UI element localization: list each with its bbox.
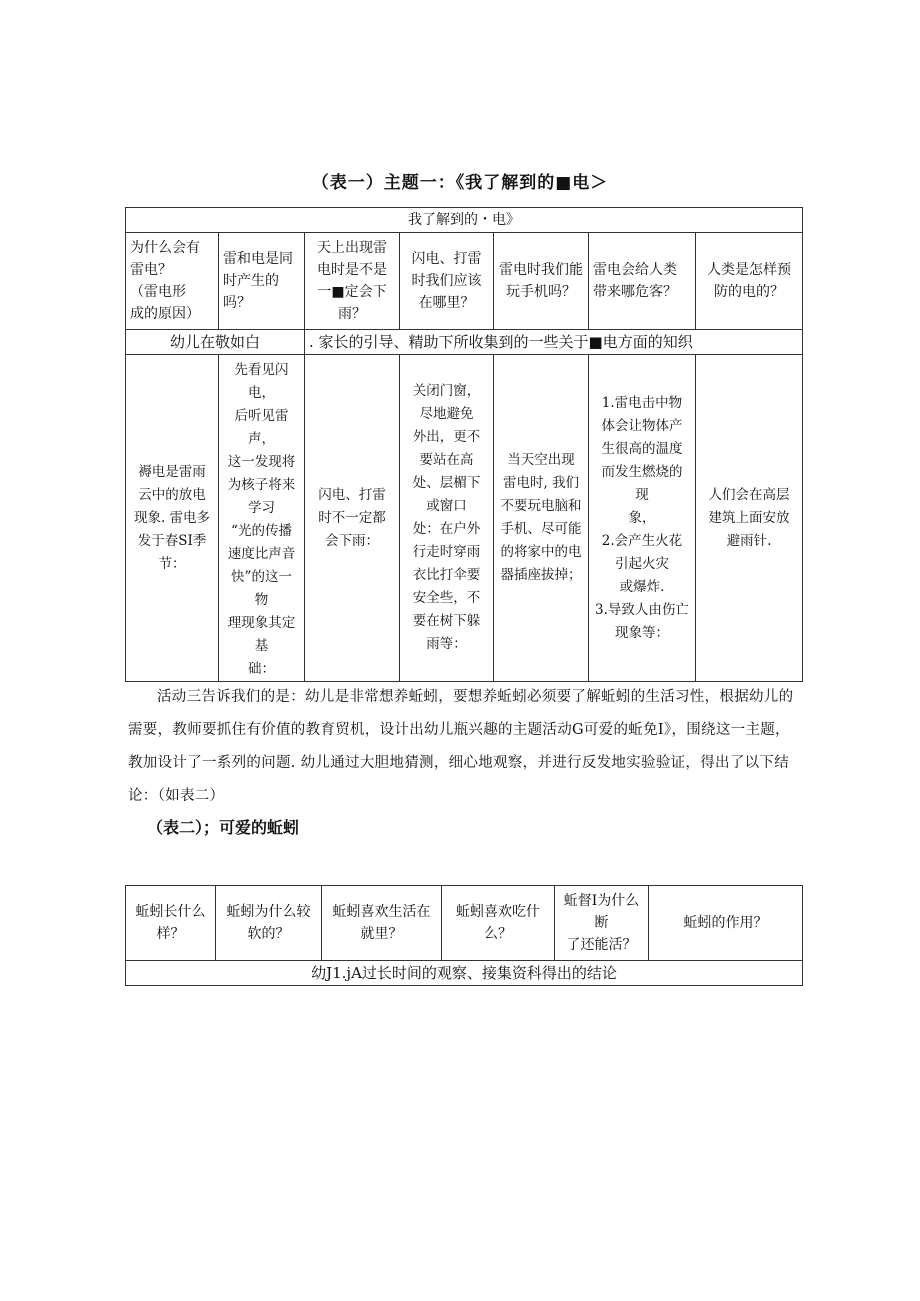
question-cell bbox=[126, 886, 216, 961]
question-cell bbox=[400, 233, 494, 330]
cell-text-line: 现象. 雷电多 bbox=[133, 509, 211, 526]
answer-cell bbox=[696, 355, 803, 682]
table2-footer: 幼J1.jA过长时间的观察、接集资科得出的结论 bbox=[126, 961, 803, 986]
cell-text-line: 学习 bbox=[248, 500, 275, 516]
cell-text-line: 时不一定都 bbox=[318, 509, 386, 526]
cell-text-line: 快”的这一 bbox=[231, 569, 292, 585]
cell-text-line: 2.会产生火花 bbox=[601, 532, 683, 549]
cell-text-line: 蚯督I为什么断 bbox=[563, 893, 640, 931]
table1-header: 我了解到的・电》 bbox=[126, 208, 803, 233]
cell-text-line: 成的原因） bbox=[130, 306, 200, 322]
cell-text-line: 衣比打伞要 bbox=[412, 567, 481, 583]
cell-text-line: 玩手机吗？ bbox=[506, 284, 576, 300]
cell-text-line: 蚯蚓喜欢吃什 bbox=[456, 904, 540, 920]
cell-text-line: 雨？ bbox=[338, 306, 366, 322]
cell-text-line: 时我们应该 bbox=[411, 273, 482, 289]
cell-text-line: 建筑上面安放 bbox=[708, 509, 790, 526]
question-cell bbox=[649, 886, 803, 961]
table2-questions-row bbox=[126, 886, 803, 961]
cell-text-line: 尽地避免 bbox=[419, 406, 474, 422]
cell-text-line: 闪电、打雷 bbox=[318, 486, 386, 503]
cell-text-line: 速度比声音 bbox=[227, 546, 296, 562]
question-cell bbox=[589, 233, 696, 330]
cell-text-line: 天上出现雷 bbox=[317, 240, 387, 256]
cell-text-line: 安全些，不 bbox=[412, 590, 481, 606]
cell-text-line: 手机、尽可能 bbox=[500, 521, 582, 537]
cell-text-line: 会下雨： bbox=[325, 532, 379, 549]
table-earthworm bbox=[125, 885, 803, 986]
cell-text-line: 带来哪危客？ bbox=[593, 284, 677, 300]
table1-answers-row bbox=[126, 355, 803, 682]
cell-text-line: 处、层楣下 bbox=[412, 475, 481, 491]
cell-text-line: 不要玩电脑和 bbox=[500, 498, 582, 514]
subheader-left: 幼儿在敬如白 bbox=[126, 330, 305, 355]
cell-text-line: 为什么会有 bbox=[130, 240, 200, 256]
answer-cell bbox=[589, 355, 696, 682]
table2-footer-row bbox=[126, 961, 803, 986]
table1-subheader-row bbox=[126, 330, 803, 355]
question-cell bbox=[696, 233, 803, 330]
question-cell bbox=[305, 233, 400, 330]
answer-cell bbox=[494, 355, 589, 682]
cell-text-line: 样？ bbox=[156, 926, 185, 942]
cell-text-line: 现 bbox=[635, 486, 649, 503]
question-cell bbox=[216, 886, 322, 961]
cell-text-line: 雷和电是同 bbox=[223, 251, 293, 267]
table1-questions-row bbox=[126, 233, 803, 330]
cell-text-line: 为核子将来 bbox=[227, 477, 296, 493]
answer-cell bbox=[219, 355, 305, 682]
cell-text-line: 吗？ bbox=[223, 295, 251, 311]
cell-text-line: 就里？ bbox=[360, 926, 403, 942]
cell-text-line: 雷电时我们能 bbox=[499, 262, 583, 278]
answer-cell bbox=[400, 355, 494, 682]
cell-text-line: 1.雷电击中物 bbox=[601, 394, 683, 411]
table-thunder-lightning bbox=[125, 207, 803, 682]
cell-text-line: 蚯蚓的作用？ bbox=[683, 915, 768, 931]
cell-text-line: 或窗口 bbox=[426, 498, 467, 514]
cell-text-line: 象， bbox=[628, 509, 656, 526]
question-cell bbox=[126, 233, 219, 330]
cell-text-line: 人类是怎样预 bbox=[707, 262, 791, 278]
cell-text-line: 现象等： bbox=[615, 624, 669, 641]
cell-text-line: 节： bbox=[158, 555, 186, 572]
cell-text-line: 3.导致人由伤亡 bbox=[595, 601, 689, 618]
cell-text-line: （雷电形 bbox=[130, 284, 186, 300]
cell-text-line: 基 bbox=[254, 638, 269, 654]
cell-text-line: 关闭门窗， bbox=[412, 383, 481, 399]
cell-text-line: 理现象其定 bbox=[227, 615, 296, 631]
cell-text-line: 引起火灾 bbox=[615, 555, 669, 572]
cell-text-line: 发于春SI季 bbox=[137, 532, 207, 549]
cell-text-line: 要在树下躲 bbox=[412, 613, 481, 629]
cell-text-line: 体会让物体产 bbox=[601, 417, 683, 434]
cell-text-line: 雷电？ bbox=[130, 262, 172, 278]
question-cell bbox=[219, 233, 305, 330]
cell-text-line: 了还能活？ bbox=[566, 937, 637, 953]
cell-text-line: 而发生燃烧的 bbox=[601, 463, 683, 480]
cell-text-line: 蚯蚓为什么较 bbox=[226, 904, 311, 920]
question-cell bbox=[555, 886, 649, 961]
cell-text-line: 软的？ bbox=[247, 926, 290, 942]
cell-text-line: 云中的放电 bbox=[138, 486, 206, 503]
cell-text-line: 在哪里？ bbox=[418, 295, 475, 311]
subheader-right: . 家长的引导、精助下所收集到的一些关于■电方面的知织 bbox=[305, 330, 803, 355]
cell-text-line: 雷电会给人类 bbox=[593, 262, 677, 278]
question-cell bbox=[442, 886, 555, 961]
cell-text-line: 要站在高 bbox=[419, 452, 474, 468]
cell-text-line: “光的传播 bbox=[231, 523, 292, 539]
cell-text-line: 这一发现将 bbox=[227, 454, 296, 470]
question-cell bbox=[494, 233, 589, 330]
cell-text-line: 蚯蚓喜欢生活在 bbox=[332, 904, 431, 920]
answer-cell bbox=[126, 355, 219, 682]
cell-text-line: 么？ bbox=[484, 926, 512, 942]
cell-text-line: 先看见闪电， bbox=[234, 362, 289, 401]
cell-text-line: 蚯蚓长什么 bbox=[135, 904, 206, 920]
cell-text-line: 电时是不是 bbox=[317, 262, 387, 278]
cell-text-line: 一■定会下 bbox=[317, 284, 387, 300]
cell-text-line: 生很高的温度 bbox=[601, 440, 683, 457]
table2-title: （表二）；可爱的蚯蚓 bbox=[147, 818, 300, 837]
cell-text-line: 处：在户外 bbox=[412, 521, 481, 537]
cell-text-line: 外出，更不 bbox=[412, 429, 481, 445]
cell-text-line: 后听见雷声， bbox=[234, 408, 289, 447]
cell-text-line: 础： bbox=[248, 661, 275, 677]
cell-text-line: 时产生的 bbox=[223, 273, 279, 289]
question-cell bbox=[322, 886, 442, 961]
cell-text-line: 雷电时, 我们 bbox=[502, 475, 580, 491]
cell-text-line: 物 bbox=[254, 592, 269, 608]
body-paragraph: 活动三告诉我们的是：幼儿是非常想养蚯蚓，要想养蚯蚓必须要了解蚯蚓的生活习性，根据幼儿的需要，教师要抓住有价值的教育贸机，设计出幼儿瓶兴趣的主题活动G可爱的蚯免I》，围绕这一主题，教加设计了一系列的问题. 幼儿通过大胆地猜测，细心地观察，并进行反发地实验验证，得出了以下结论：（如表二） bbox=[128, 689, 794, 804]
cell-text-line: 行走时穿雨 bbox=[412, 544, 481, 560]
answer-cell bbox=[305, 355, 400, 682]
cell-text-line: 褥电是雷雨 bbox=[138, 463, 206, 480]
cell-text-line: 当天空出现 bbox=[507, 452, 575, 468]
cell-text-line: 的将家中的电 bbox=[500, 544, 582, 560]
cell-text-line: 或爆炸. bbox=[619, 578, 665, 595]
cell-text-line: 避雨针. bbox=[726, 532, 772, 549]
cell-text-line: 雨等： bbox=[426, 636, 467, 652]
cell-text-line: 器插座拔掉； bbox=[500, 567, 582, 583]
cell-text-line: 闪电、打雷 bbox=[411, 251, 482, 267]
table1-title: （表一）主题一：《我了解到的■电＞ bbox=[311, 173, 609, 193]
cell-text-line: 人们会在高层 bbox=[708, 486, 790, 503]
cell-text-line: 防的电的？ bbox=[714, 284, 784, 300]
